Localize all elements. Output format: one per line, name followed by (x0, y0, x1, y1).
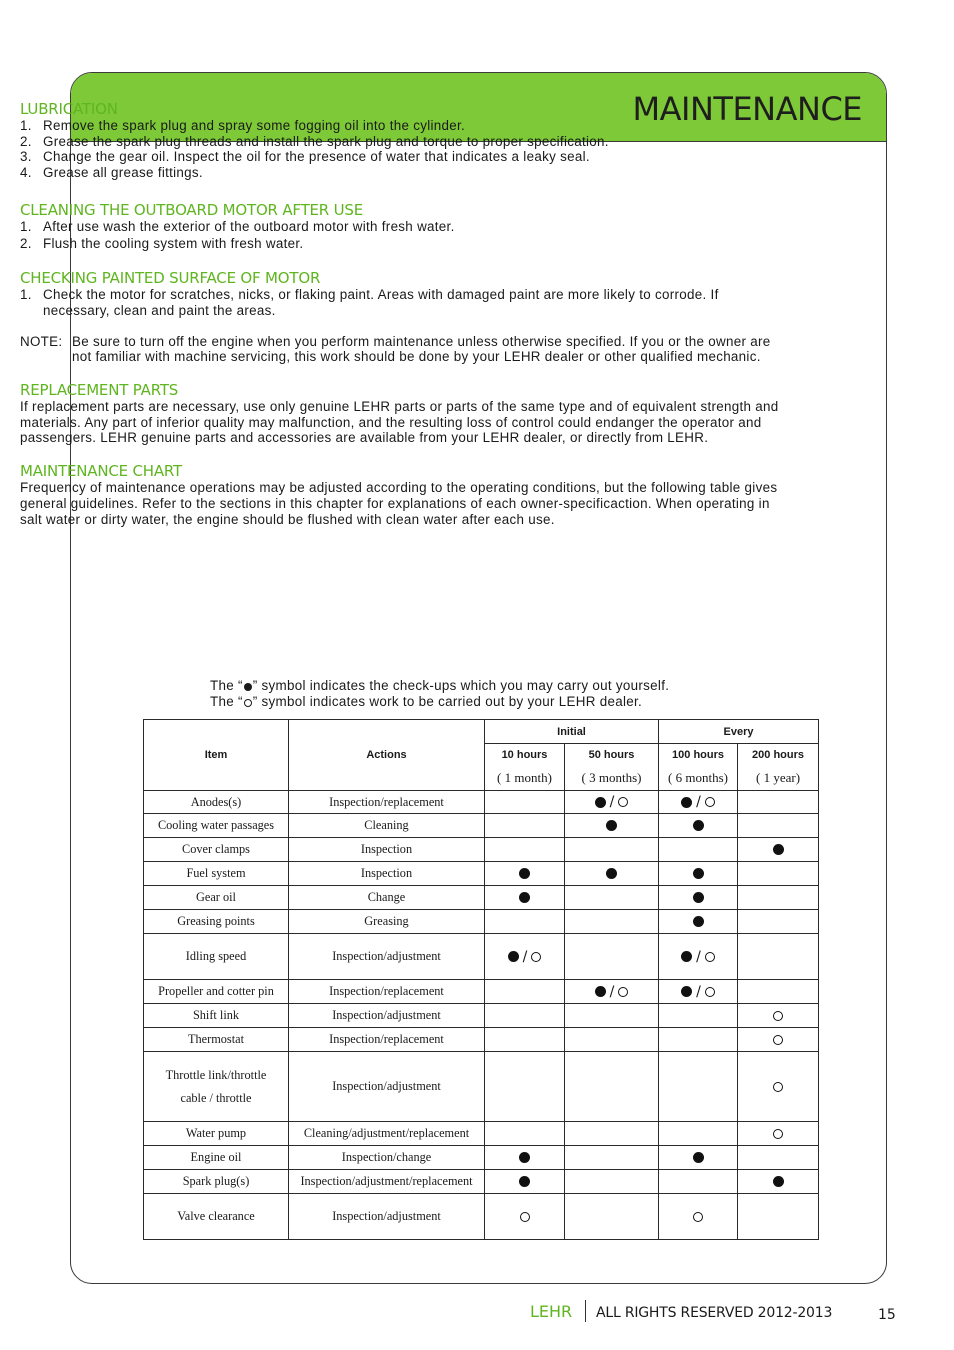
table-row (144, 886, 819, 910)
legend-line-dealer: The “ ” symbol indicates work to be carried out by your LEHR dealer. (210, 693, 643, 709)
interval-cell (565, 862, 659, 886)
interval-cell (565, 1028, 659, 1052)
symbol-legend (210, 678, 669, 710)
action-cell: Inspection/replacement (289, 980, 485, 1004)
interval-cell (738, 791, 819, 814)
filled-circle-icon (606, 820, 617, 831)
open-circle-icon (773, 1011, 783, 1021)
interval-cell (659, 1004, 738, 1028)
open-circle-icon (618, 797, 628, 807)
interval-cell (659, 1028, 738, 1052)
table-row (144, 1052, 819, 1122)
interval-cell (738, 838, 819, 862)
table-row (144, 838, 819, 862)
header-50-hours: 50 hours (565, 744, 659, 766)
header-item: Item (144, 720, 289, 791)
interval-cell (485, 1194, 565, 1240)
interval-cell (485, 814, 565, 838)
filled-circle-icon (773, 1176, 784, 1187)
item-cell: Propeller and cotter pin (144, 980, 289, 1004)
item-cell: Idling speed (144, 934, 289, 980)
item-cell: Gear oil (144, 886, 289, 910)
item-cell: Valve clearance (144, 1194, 289, 1240)
interval-cell (738, 862, 819, 886)
interval-cell (738, 1170, 819, 1194)
action-cell: Inspection/adjustment (289, 1004, 485, 1028)
interval-cell (738, 1146, 819, 1170)
interval-cell (565, 1170, 659, 1194)
interval-cell (565, 838, 659, 862)
open-circle-icon (773, 1082, 783, 1092)
open-circle-icon (773, 1129, 783, 1139)
footer-rights: ALL RIGHTS RESERVED 2012-2013 (596, 1305, 833, 1321)
replacement-title: REPLACEMENT PARTS (20, 381, 179, 400)
filled-circle-icon (606, 868, 617, 879)
chart-title: MAINTENANCE CHART (20, 462, 183, 481)
interval-cell (738, 1028, 819, 1052)
list-item: 1. Remove the spark plug and spray some fogging oil into the cylinder. (20, 118, 466, 133)
content-body (20, 100, 780, 527)
legend-line-self: The “ ” symbol indicates the check-ups which you may carry out yourself. (210, 678, 670, 693)
header-100-hours: 100 hours (659, 744, 738, 766)
lubrication-list (20, 118, 780, 181)
interval-cell (485, 1004, 565, 1028)
cleaning-list (20, 219, 780, 251)
table-row (144, 1122, 819, 1146)
item-cell: Throttle link/throttle cable / throttle (144, 1052, 289, 1122)
slash-separator: / (609, 983, 615, 1000)
interval-cell (659, 886, 738, 910)
interval-cell (659, 934, 738, 980)
page-number: 15 (878, 1307, 896, 1323)
item-cell: Engine oil (144, 1146, 289, 1170)
interval-cell (565, 814, 659, 838)
note-text: Be sure to turn off the engine when you perform maintenance unless otherwise specified. If you or the owner are not familiar with machine servicing, this work should be done by your LEHR dealer or other qualified mechanic. (72, 333, 771, 365)
interval-cell (485, 934, 565, 980)
header-actions: Actions (289, 720, 485, 791)
open-circle-icon (705, 952, 715, 962)
interval-cell (565, 1122, 659, 1146)
open-circle-icon (773, 1035, 783, 1045)
item-cell: Cooling water passages (144, 814, 289, 838)
open-circle-icon (244, 699, 252, 707)
table-row (144, 791, 819, 814)
filled-circle-icon (693, 1152, 704, 1163)
action-cell: Inspection/change (289, 1146, 485, 1170)
lubrication-title: LUBRICATION (20, 100, 118, 118)
interval-cell (485, 886, 565, 910)
action-cell: Greasing (289, 910, 485, 934)
slash-separator: / (609, 794, 615, 810)
table-row (144, 980, 819, 1004)
interval-cell (659, 814, 738, 838)
filled-circle-icon (681, 986, 692, 997)
slash-separator: / (696, 794, 701, 810)
interval-cell (659, 1170, 738, 1194)
replacement-text: If replacement parts are necessary, use only genuine LEHR parts or parts of the same type and of equivalent strength and materials. Any part of inferior quality may malfunction, and the resulting loss of control could endanger the operator and passengers. LEHR genuine parts and accessories are available from your LEHR dealer, or directly from LEHR. (20, 399, 779, 446)
interval-cell (565, 1146, 659, 1170)
filled-circle-icon (519, 1176, 530, 1187)
header-every: Every (659, 720, 819, 744)
filled-circle-icon (773, 844, 784, 855)
interval-cell (485, 1170, 565, 1194)
filled-circle-icon (693, 868, 704, 879)
item-cell: Fuel system (144, 862, 289, 886)
interval-cell (485, 980, 565, 1004)
item-cell: Thermostat (144, 1028, 289, 1052)
interval-cell (659, 838, 738, 862)
maintenance-table-body (144, 791, 819, 1240)
interval-cell (485, 791, 565, 814)
interval-cell (565, 934, 659, 980)
painted-title: CHECKING PAINTED SURFACE OF MOTOR (20, 269, 321, 288)
header-200-hours: 200 hours (738, 744, 819, 766)
interval-cell (565, 980, 659, 1004)
filled-circle-icon (519, 868, 530, 879)
open-circle-icon (705, 797, 715, 807)
filled-circle-icon (681, 951, 692, 962)
interval-cell (738, 1004, 819, 1028)
table-row (144, 910, 819, 934)
page-title: MAINTENANCE (632, 90, 862, 128)
table-row (144, 1004, 819, 1028)
action-cell: Inspection/adjustment (289, 934, 485, 980)
list-item: 1. Check the motor for scratches, nicks, or flaking paint. Areas with damaged paint are more likely to corrode. If necessary, clean and paint the areas. (20, 287, 719, 318)
interval-cell (485, 838, 565, 862)
list-item: 2. Grease the spark plug threads and install the spark plug and torque to proper specification. (20, 133, 609, 149)
filled-circle-icon (595, 986, 606, 997)
open-circle-icon (705, 987, 715, 997)
item-cell: Greasing points (144, 910, 289, 934)
action-cell: Inspection/adjustment (289, 1194, 485, 1240)
action-cell: Inspection/replacement (289, 791, 485, 814)
interval-cell (659, 862, 738, 886)
filled-circle-icon (693, 820, 704, 831)
interval-cell (738, 934, 819, 980)
interval-cell (485, 1028, 565, 1052)
table-row (144, 934, 819, 980)
painted-list (20, 287, 780, 318)
list-item: 4. Grease all grease fittings. (20, 165, 203, 181)
action-cell: Cleaning (289, 814, 485, 838)
filled-circle-icon (244, 683, 252, 691)
interval-cell (738, 980, 819, 1004)
interval-cell (659, 1146, 738, 1170)
interval-cell (485, 1122, 565, 1146)
filled-circle-icon (508, 951, 519, 962)
open-circle-icon (618, 987, 628, 997)
list-item: 3. Change the gear oil. Inspect the oil for the presence of water that indicates a leaky seal. (20, 149, 590, 165)
slash-separator: / (522, 948, 528, 965)
period-3-months: ( 3 months) (565, 766, 659, 791)
interval-cell (565, 1004, 659, 1028)
action-cell: Change (289, 886, 485, 910)
interval-cell (738, 1052, 819, 1122)
period-1-month: ( 1 month) (485, 766, 565, 791)
filled-circle-icon (681, 797, 692, 808)
interval-cell (738, 814, 819, 838)
note-label: NOTE: (20, 333, 63, 349)
interval-cell (565, 910, 659, 934)
filled-circle-icon (519, 1152, 530, 1163)
maintenance-table (143, 719, 819, 1240)
open-circle-icon (520, 1212, 530, 1222)
list-item: 2. Flush the cooling system with fresh water. (20, 235, 304, 251)
item-cell: Spark plug(s) (144, 1170, 289, 1194)
open-circle-icon (693, 1212, 703, 1222)
table-row (144, 1028, 819, 1052)
interval-cell (565, 1194, 659, 1240)
period-6-months: ( 6 months) (659, 766, 738, 791)
action-cell: Inspection/adjustment/replacement (289, 1170, 485, 1194)
item-cell: Cover clamps (144, 838, 289, 862)
table-row (144, 1194, 819, 1240)
item-cell: Anodes(s) (144, 791, 289, 814)
interval-cell (565, 886, 659, 910)
note (20, 334, 780, 365)
interval-cell (659, 910, 738, 934)
interval-cell (738, 910, 819, 934)
filled-circle-icon (693, 916, 704, 927)
footer-divider (585, 1300, 586, 1322)
interval-cell (565, 1052, 659, 1122)
interval-cell (659, 1052, 738, 1122)
item-cell: Shift link (144, 1004, 289, 1028)
interval-cell (485, 910, 565, 934)
footer-brand: LEHR (530, 1302, 573, 1321)
slash-separator: / (696, 948, 701, 965)
table-row (144, 814, 819, 838)
interval-cell (659, 1194, 738, 1240)
interval-cell (659, 980, 738, 1004)
header-initial: Initial (485, 720, 659, 744)
interval-cell (485, 1146, 565, 1170)
action-cell: Cleaning/adjustment/replacement (289, 1122, 485, 1146)
action-cell: Inspection/replacement (289, 1028, 485, 1052)
chart-intro-text: Frequency of maintenance operations may be adjusted according to the operating conditions, but the following table gives general guidelines. Refer to the sections in this chapter for explanations of each owner-specificaction. When operating in salt water or dirty water, the engine should be flushed with clean water after each use. (20, 480, 778, 527)
table-row (144, 1170, 819, 1194)
open-circle-icon (531, 952, 541, 962)
cleaning-title: CLEANING THE OUTBOARD MOTOR AFTER USE (20, 200, 363, 219)
table-row (144, 862, 819, 886)
list-item: 1. After use wash the exterior of the outboard motor with fresh water. (20, 218, 455, 234)
filled-circle-icon (519, 892, 530, 903)
item-cell: Water pump (144, 1122, 289, 1146)
action-cell: Inspection/adjustment (289, 1052, 485, 1122)
slash-separator: / (696, 983, 701, 1000)
interval-cell (738, 1194, 819, 1240)
header-10-hours: 10 hours (485, 744, 565, 766)
interval-cell (659, 1122, 738, 1146)
interval-cell (738, 1122, 819, 1146)
interval-cell (485, 1052, 565, 1122)
interval-cell (738, 886, 819, 910)
action-cell: Inspection (289, 862, 485, 886)
action-cell: Inspection (289, 838, 485, 862)
table-row (144, 1146, 819, 1170)
interval-cell (565, 791, 659, 814)
interval-cell (485, 862, 565, 886)
interval-cell (659, 791, 738, 814)
period-1-year: ( 1 year) (738, 766, 819, 791)
filled-circle-icon (595, 797, 606, 808)
filled-circle-icon (693, 892, 704, 903)
